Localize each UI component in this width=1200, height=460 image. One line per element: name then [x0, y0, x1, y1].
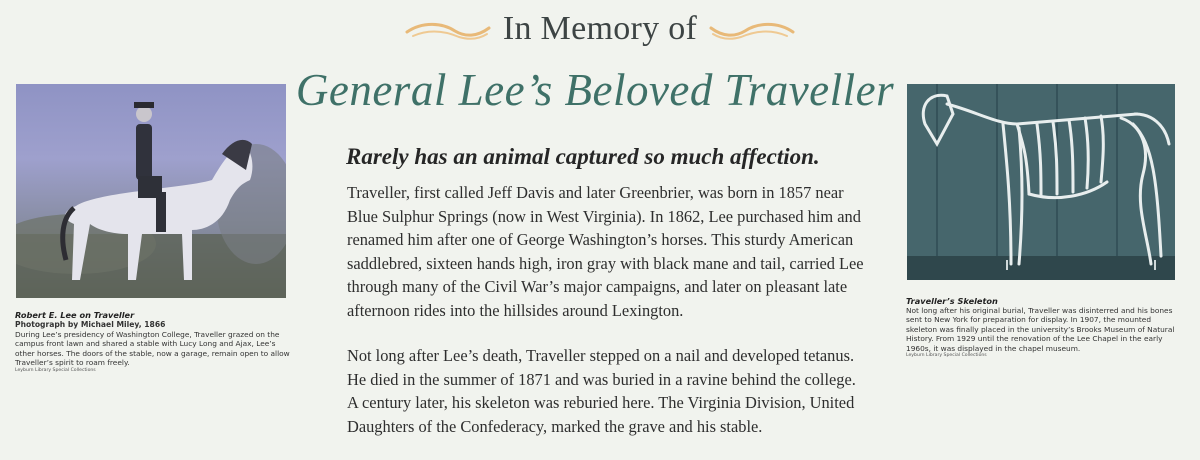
title-in-memory: In Memory of: [502, 10, 698, 47]
left-caption-subtitle: Photograph by Michael Miley, 1866: [15, 320, 166, 329]
traveller-skeleton-photo: [907, 84, 1175, 280]
lee-on-traveller-photo: [16, 84, 286, 298]
left-photo-caption: [15, 310, 290, 374]
title-line-1: [0, 10, 1200, 48]
body-paragraph-1: Traveller, first called Jeff Davis and later Greenbrier, was born in 1857 near Blue Sulphur Springs (now in West Virginia). In 1862, Lee purchased him and renamed him after one of George Washington’s horses. This sturdy American saddlebred, sixteen hands high, iron gray with black mane and tail, carried Lee through many of the Civil War’s major campaigns, and later on pleasant late afternoon rides into the hillsides around Lexington.: [347, 183, 864, 320]
right-photo-caption: [906, 296, 1184, 359]
left-caption-title: Robert E. Lee on Traveller: [15, 310, 135, 320]
body-paragraph-2: Not long after Lee’s death, Traveller stepped on a nail and developed tetanus. He died in the summer of 1871 and was buried in a ravine behind the college. A century later, his skeleton was reburied here. The Virginia Division, United Daughters of the Confederacy, marked the grave and his stable.: [347, 346, 856, 436]
right-caption-credit: Leyburn Library Special Collections: [906, 353, 987, 359]
right-caption-title: Traveller’s Skeleton: [906, 296, 998, 306]
main-title: General Lee’s Beloved Traveller: [295, 65, 895, 115]
left-caption-text: During Lee’s presidency of Washington College, Traveller grazed on the campus front lawn and shared a stable with Lucy Long and Ajax, Lee’s other horses. The doors of the stable, now a garage, remain open to allow Traveller’s spirit to roam freely.: [15, 330, 290, 368]
tagline: Rarely has an animal captured so much affection.: [346, 144, 820, 169]
body-text: [347, 181, 867, 460]
left-caption-credit: Leyburn Library Special Collections: [15, 367, 96, 373]
right-caption-text: Not long after his original burial, Traveller was disinterred and his bones sent to New York for preparation for display. In 1907, the mounted skeleton was finally placed in the university’s Brooks Museum of Natural History. From 1929 until the renovation of the Lee Chapel in the early 1960s, it was displayed in the chapel museum.: [906, 306, 1175, 353]
right-flourish-icon: [709, 19, 795, 43]
left-flourish-icon: [405, 19, 491, 43]
